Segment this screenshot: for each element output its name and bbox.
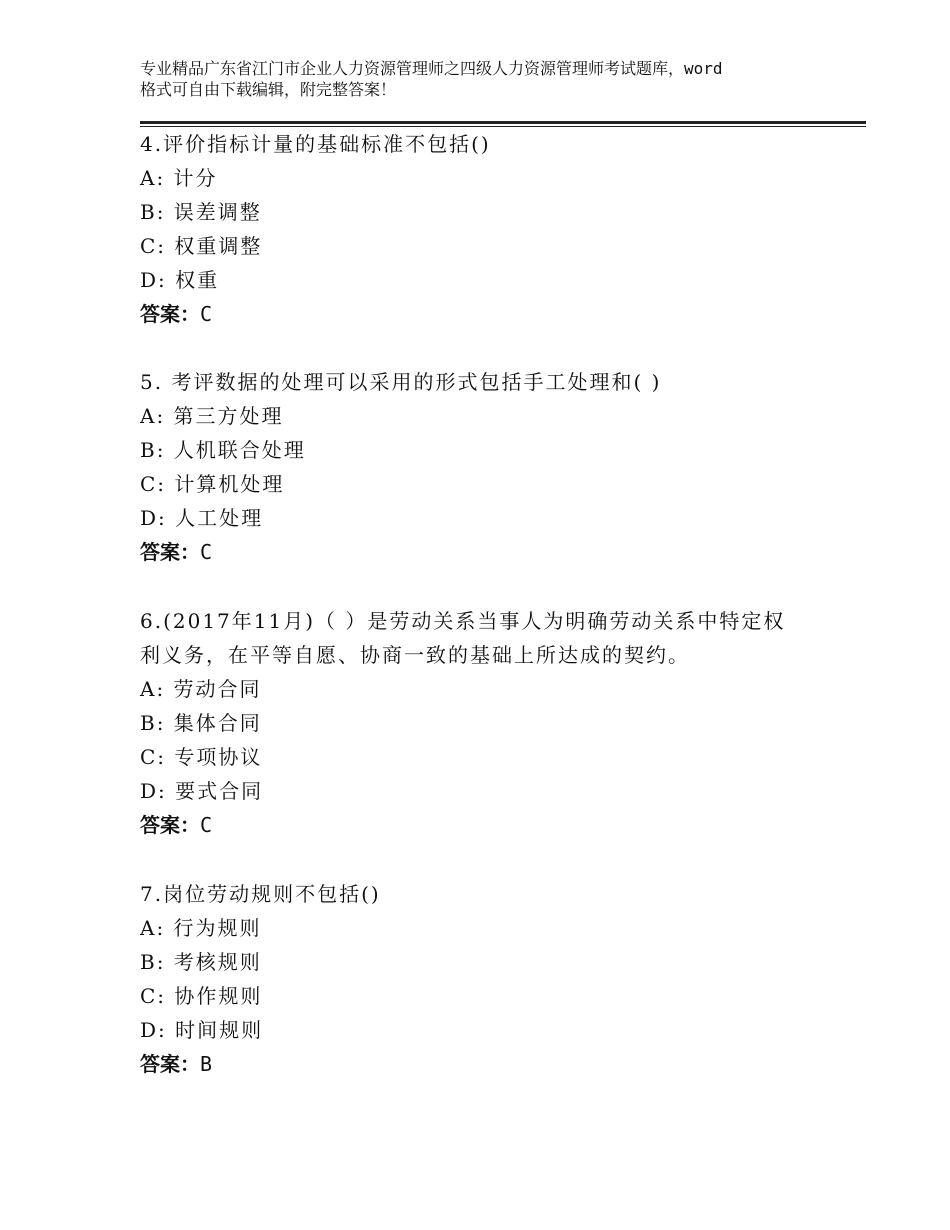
- option-a: A: 计分: [140, 166, 218, 190]
- answer-value: C: [200, 302, 213, 326]
- answer-value: C: [200, 540, 213, 564]
- option-a: A: 行为规则: [140, 916, 262, 940]
- option-b: B: 考核规则: [140, 950, 262, 974]
- question-6: [140, 604, 840, 842]
- question-text: 4.评价指标计量的基础标准不包括(): [140, 132, 491, 156]
- answer-value: C: [200, 813, 213, 837]
- answer-label: 答案：: [140, 540, 200, 564]
- answer-value: B: [200, 1052, 213, 1076]
- answer-line: [140, 1047, 840, 1081]
- question-5: [140, 365, 840, 569]
- question-text: 6.(2017年11月)（ ）是劳动关系当事人为明确劳动关系中特定权利义务，在平等自愿、协商一致的基础上所达成的契约。: [140, 609, 786, 667]
- option-d: D: 人工处理: [140, 506, 264, 530]
- option-d: D: 权重: [140, 268, 220, 292]
- option-a: A: 第三方处理: [140, 404, 284, 428]
- answer-line: [140, 535, 840, 569]
- option-d: D: 要式合同: [140, 779, 264, 803]
- header-divider-thick: [140, 121, 866, 124]
- option-a: A: 劳动合同: [140, 677, 262, 701]
- question-text: 7.岗位劳动规则不包括(): [140, 882, 381, 906]
- option-b: B: 误差调整: [140, 200, 262, 224]
- header-line-2: 格式可自由下载编辑，附完整答案！: [140, 80, 397, 99]
- option-b: B: 人机联合处理: [140, 438, 306, 462]
- answer-label: 答案：: [140, 302, 200, 326]
- document-header: [140, 58, 840, 100]
- header-line-1: 专业精品广东省江门市企业人力资源管理师之四级人力资源管理师考试题库，word: [140, 59, 723, 78]
- answer-label: 答案：: [140, 813, 200, 837]
- option-c: C: 协作规则: [140, 984, 263, 1008]
- question-text: 5. 考评数据的处理可以采用的形式包括手工处理和( ): [140, 370, 662, 394]
- option-d: D: 时间规则: [140, 1018, 264, 1042]
- option-c: C: 权重调整: [140, 234, 263, 258]
- question-7: [140, 877, 840, 1081]
- option-b: B: 集体合同: [140, 711, 262, 735]
- answer-line: [140, 808, 840, 842]
- answer-line: [140, 297, 840, 331]
- option-c: C: 计算机处理: [140, 472, 285, 496]
- question-4: [140, 127, 840, 331]
- option-c: C: 专项协议: [140, 745, 263, 769]
- answer-label: 答案：: [140, 1052, 200, 1076]
